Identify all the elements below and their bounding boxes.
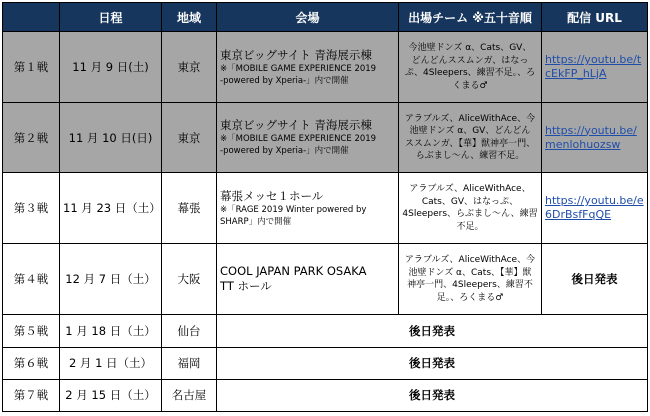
date-cell: 11 月 9 日(土) xyxy=(60,32,162,103)
url-tba-cell: 後日発表 xyxy=(542,244,648,315)
venue-note: ※「MOBILE GAME EXPERIENCE 2019 -powered by Xperia-」内で開催 xyxy=(220,63,377,86)
tba-cell: 後日発表 xyxy=(217,379,648,411)
round-cell: 第７戦 xyxy=(3,379,60,411)
header-url: 配信 URL xyxy=(542,3,648,32)
round-cell: 第５戦 xyxy=(3,315,60,347)
venue-note: ※「RAGE 2019 Winter powered by SHARP」内で開催 xyxy=(220,204,367,227)
region-cell: 幕張 xyxy=(162,173,217,244)
date-cell: 11 月 23 日（土） xyxy=(60,173,162,244)
date-cell: 12 月 7 日（土） xyxy=(60,244,162,315)
round-cell: 第４戦 xyxy=(3,244,60,315)
stream-url-link[interactable]: https://youtu.be/tcEkFP_hLjA xyxy=(545,53,642,81)
round-cell: 第６戦 xyxy=(3,347,60,379)
table-row xyxy=(3,103,648,173)
table-row xyxy=(3,173,648,244)
stream-url-link[interactable]: https://youtu.be/menlohuozsw xyxy=(545,123,637,151)
venue-name: 東京ビッグサイト 青海展示棟 xyxy=(220,118,372,133)
url-cell xyxy=(542,173,648,244)
round-cell: 第２戦 xyxy=(3,103,60,173)
venue-name: COOL JAPAN PARK OSAKA TT ホール xyxy=(220,264,367,294)
venue-cell xyxy=(217,32,399,103)
venue-cell xyxy=(217,173,399,244)
header-schedule: 日程 xyxy=(60,3,162,32)
venue-name: 東京ビッグサイト 青海展示棟 xyxy=(220,47,372,62)
date-cell: 2 月 15 日（土） xyxy=(60,379,162,411)
region-cell: 東京 xyxy=(162,32,217,103)
table-row xyxy=(3,315,648,347)
tba-cell: 後日発表 xyxy=(217,315,648,347)
region-cell: 大阪 xyxy=(162,244,217,315)
url-cell xyxy=(542,32,648,103)
schedule-table xyxy=(2,2,648,412)
header-teams: 出場チーム ※五十音順 xyxy=(399,3,542,32)
venue-cell xyxy=(217,103,399,173)
region-cell: 仙台 xyxy=(162,315,217,347)
round-cell: 第１戦 xyxy=(3,32,60,103)
round-cell: 第３戦 xyxy=(3,173,60,244)
header-region: 地域 xyxy=(162,3,217,32)
teams-cell: アラブルズ、AliceWithAce、今 池壁ドンズ α、Cats、【華】獣 神亭一門、4Sleepers、練習不 足。、ろくまる♂ xyxy=(399,244,542,315)
table-row xyxy=(3,244,648,315)
region-cell: 東京 xyxy=(162,103,217,173)
table-row xyxy=(3,379,648,411)
teams-cell: 今池壁ドンズ α、Cats、GV、 どんどんススムンガ、はなっ ぷ、4Sleepers、練習不足。、ろ くまる♂ xyxy=(399,32,542,103)
header-round xyxy=(3,3,60,32)
date-cell: 2 月 1 日（土） xyxy=(60,347,162,379)
venue-name: 幕張メッセ１ホール xyxy=(220,188,324,203)
region-cell: 名古屋 xyxy=(162,379,217,411)
table-header-row xyxy=(3,3,648,32)
header-venue: 会場 xyxy=(217,3,399,32)
date-cell: 11 月 10 日(日) xyxy=(60,103,162,173)
tba-cell: 後日発表 xyxy=(217,347,648,379)
table-row xyxy=(3,347,648,379)
stream-url-link[interactable]: https://youtu.be/e6DrBsfFqQE xyxy=(545,194,644,222)
url-cell xyxy=(542,103,648,173)
table-row xyxy=(3,32,648,103)
teams-cell: アラブルズ、AliceWithAce、今 池壁ドンズ α、GV、どんどん ススムンガ、【華】獣神亭一門、 らぶまし〜ん、練習不足。 xyxy=(399,103,542,173)
region-cell: 福岡 xyxy=(162,347,217,379)
venue-note: ※「MOBILE GAME EXPERIENCE 2019 -powered by Xperia-」内で開催 xyxy=(220,134,377,157)
date-cell: 1 月 18 日（土） xyxy=(60,315,162,347)
venue-cell xyxy=(217,244,399,315)
teams-cell: アラブルズ、AliceWithAce、 Cats、GV、はなっぷ、 4Sleepers、らぶまし〜ん、練習 不足。 xyxy=(399,173,542,244)
